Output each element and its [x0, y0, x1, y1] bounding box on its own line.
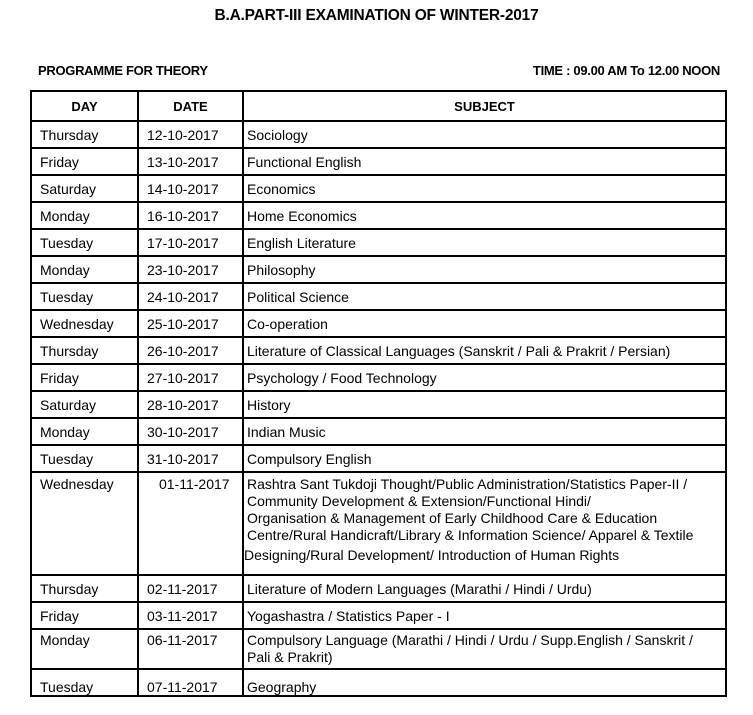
day-cell: Saturday: [31, 175, 138, 202]
day-cell: Wednesday: [31, 472, 138, 575]
subject-cell: Economics: [243, 175, 726, 202]
subject-cell: Yogashastra / Statistics Paper - I: [243, 602, 726, 629]
subject-line: Compulsory Language (Marathi / Hindi / Urdu / Supp.English / Sanskrit /: [247, 632, 693, 648]
day-cell: Thursday: [31, 121, 138, 148]
table-row: [31, 364, 726, 391]
date-cell: 01-11-2017: [138, 472, 243, 575]
date-cell: 12-10-2017: [138, 121, 243, 148]
date-cell: 28-10-2017: [138, 391, 243, 418]
subject-cell: English Literature: [243, 229, 726, 256]
date-cell: 02-11-2017: [138, 575, 243, 602]
table-row: [31, 445, 726, 472]
day-cell: Tuesday: [31, 669, 138, 696]
table-row: [31, 575, 726, 602]
subject-cell: [243, 629, 726, 669]
time-label: TIME : 09.00 AM To 12.00 NOON: [532, 63, 720, 78]
subject-line: Pali & Prakrit): [247, 649, 333, 665]
table-row: [31, 669, 726, 696]
subject-cell: Co-operation: [243, 310, 726, 337]
subject-cell: Philosophy: [243, 256, 726, 283]
date-cell: 27-10-2017: [138, 364, 243, 391]
table-row: [31, 418, 726, 445]
date-cell: 31-10-2017: [138, 445, 243, 472]
date-cell: 06-11-2017: [138, 629, 243, 669]
table-row: [31, 310, 726, 337]
page-title: B.A.PART-III EXAMINATION OF WINTER-2017: [214, 7, 539, 24]
day-cell: Monday: [31, 256, 138, 283]
day-cell: Thursday: [31, 575, 138, 602]
day-cell: Tuesday: [31, 445, 138, 472]
table-row: [31, 202, 726, 229]
subject-line: Community Development & Extension/Functional Hindi/: [247, 493, 591, 509]
subject-cell: Psychology / Food Technology: [243, 364, 726, 391]
subject-cell: Literature of Classical Languages (Sanskrit / Pali & Prakrit / Persian): [243, 337, 726, 364]
column-header-subject: SUBJECT: [243, 91, 726, 121]
day-cell: Saturday: [31, 391, 138, 418]
subject-cell: Geography: [243, 669, 726, 696]
subject-line: Centre/Rural Handicraft/Library & Information Science/ Apparel & Textile: [247, 527, 694, 543]
exam-schedule-table: [30, 90, 727, 697]
day-cell: Tuesday: [31, 283, 138, 310]
subject-cell: Literature of Modern Languages (Marathi / Hindi / Urdu): [243, 575, 726, 602]
date-cell: 03-11-2017: [138, 602, 243, 629]
table-row: [31, 602, 726, 629]
table-row: [31, 229, 726, 256]
table-row: [31, 283, 726, 310]
day-cell: Friday: [31, 602, 138, 629]
column-header-date: DATE: [138, 91, 243, 121]
subject-cell: Compulsory English: [243, 445, 726, 472]
day-cell: Friday: [31, 148, 138, 175]
table-header-row: [31, 91, 726, 121]
table-row: [31, 337, 726, 364]
day-cell: Monday: [31, 629, 138, 669]
day-cell: Monday: [31, 418, 138, 445]
subject-line: Rashtra Sant Tukdoji Thought/Public Administration/Statistics Paper-II /: [247, 476, 688, 492]
date-cell: 14-10-2017: [138, 175, 243, 202]
table-row: [31, 629, 726, 669]
table-row: [31, 472, 726, 575]
day-cell: Monday: [31, 202, 138, 229]
subject-cell: Political Science: [243, 283, 726, 310]
table-row: [31, 148, 726, 175]
table-row: [31, 175, 726, 202]
table-row: [31, 121, 726, 148]
day-cell: Tuesday: [31, 229, 138, 256]
subject-cell: Home Economics: [243, 202, 726, 229]
subject-line: Designing/Rural Development/ Introduction of Human Rights: [244, 547, 620, 563]
subject-cell: Sociology: [243, 121, 726, 148]
date-cell: 13-10-2017: [138, 148, 243, 175]
date-cell: 17-10-2017: [138, 229, 243, 256]
column-header-day: DAY: [31, 91, 138, 121]
date-cell: 07-11-2017: [138, 669, 243, 696]
date-cell: 25-10-2017: [138, 310, 243, 337]
day-cell: Friday: [31, 364, 138, 391]
date-cell: 24-10-2017: [138, 283, 243, 310]
subject-line: Organisation & Management of Early Childhood Care & Education: [247, 510, 658, 526]
table-row: [31, 256, 726, 283]
subject-cell: Indian Music: [243, 418, 726, 445]
programme-label: PROGRAMME FOR THEORY: [38, 63, 208, 78]
date-cell: 26-10-2017: [138, 337, 243, 364]
date-cell: 16-10-2017: [138, 202, 243, 229]
subject-cell: Functional English: [243, 148, 726, 175]
date-cell: 30-10-2017: [138, 418, 243, 445]
subject-cell: [243, 472, 726, 575]
subject-cell: History: [243, 391, 726, 418]
date-cell: 23-10-2017: [138, 256, 243, 283]
day-cell: Thursday: [31, 337, 138, 364]
day-cell: Wednesday: [31, 310, 138, 337]
table-row: [31, 391, 726, 418]
